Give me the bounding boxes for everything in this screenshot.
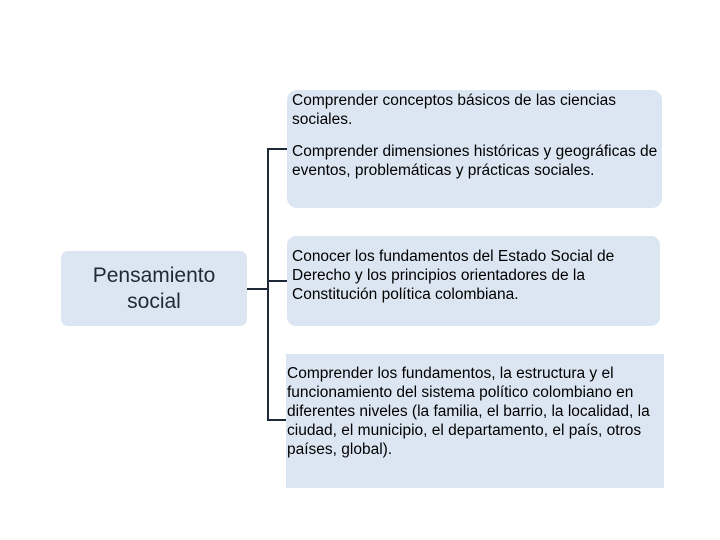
branch-node-1 [287,90,662,208]
branch-1-item-1: Comprender conceptos básicos de las ciencias sociales. [292,92,616,128]
branch-2-item-1: Conocer los fundamentos del Estado Social de Derecho y los principios orientadores de la Constitución política colombiana. [292,248,615,303]
branch-node-2 [287,236,660,326]
root-label [93,263,216,315]
branch-1-item-2: Comprender dimensiones históricas y geográficas de eventos, problemáticas y prácticas sociales. [292,143,658,179]
root-label-line-2: social [127,289,181,313]
branch-node-3 [286,354,664,488]
branch-3-item-1: Comprender los fundamentos, la estructura y el funcionamiento del sistema político colombiano en diferentes niveles (la familia, el barrio, la localidad, la ciudad, el municipio, el departamento, el país, otros países, global). [287,365,650,458]
root-label-line-1: Pensamiento [92,263,216,287]
root-node [61,251,247,326]
